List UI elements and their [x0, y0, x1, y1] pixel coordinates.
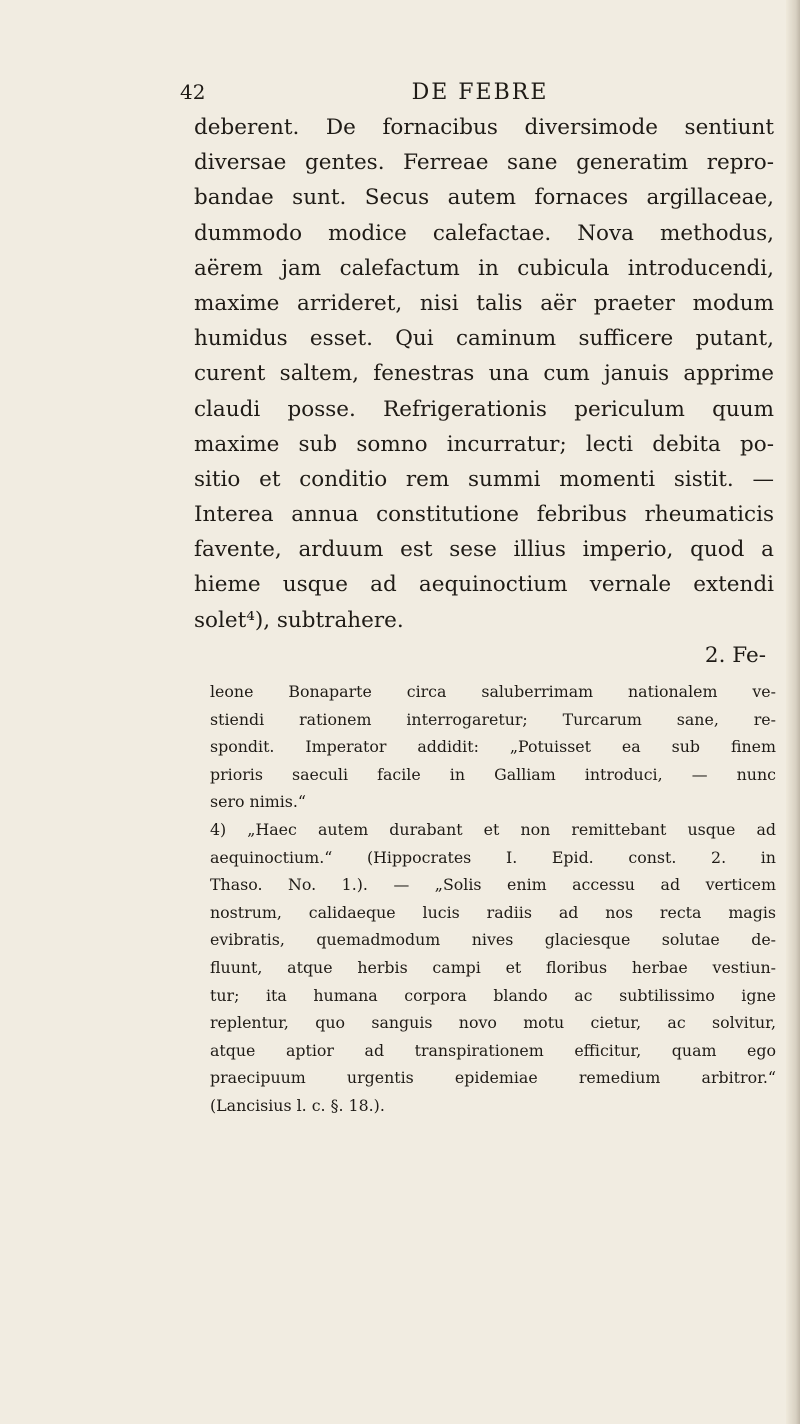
footnote-line: tur; ita humana corpora blando ac subtilissimo igne: [210, 985, 776, 1005]
text-line: humidus esset. Qui caminum sufficere putant,: [194, 326, 774, 352]
main-text: [194, 110, 774, 673]
footnote-line: stiendi rationem interrogaretur; Turcarum sane, re-: [210, 709, 776, 729]
footnote-line: aequinoctium.“ (Hippocrates I. Epid. const. 2. in: [210, 847, 776, 867]
footnote-line: atque aptior ad transpirationem efficitur, quam ego: [210, 1040, 776, 1060]
text-line: deberent. De fornacibus diversimode sentiunt: [194, 115, 774, 140]
page-edge: [786, 0, 800, 1424]
footnote-line: evibratis, quemadmodum nives glaciesque solutae de-: [210, 930, 776, 950]
footnote-line: fluunt, atque herbis campi et floribus herbae vestiun-: [210, 957, 776, 977]
text-line: bandae sunt. Secus autem fornaces argillaceae,: [194, 185, 774, 211]
text-line: maxime arrideret, nisi talis aër praeter modum: [194, 290, 774, 316]
footnote-line: (Lancisius l. c. §. 18.).: [210, 1095, 385, 1115]
text-line: curent saltem, fenestras una cum januis apprime: [194, 361, 774, 387]
text-line: aërem jam calefactum in cubicula introducendi,: [194, 255, 774, 281]
catchword: 2. Fe-: [704, 642, 766, 668]
text-line: Interea annua constitutione febribus rheumaticis: [194, 502, 774, 528]
text-line: dummodo modice calefactae. Nova methodus,: [194, 220, 774, 246]
footnote-line: spondit. Imperator addidit: „Potuisset ea sub finem: [210, 737, 776, 757]
text-line: favente, arduum est sese illius imperio, quod a: [194, 537, 774, 563]
text-line: hieme usque ad aequinoctium vernale extendi: [194, 572, 774, 598]
footnote-line: leone Bonaparte circa saluberrimam nationalem ve-: [210, 682, 776, 701]
footnote-line: Thaso. No. 1.). — „Solis enim accessu ad verticem: [210, 875, 776, 895]
footnote-line: sero nimis.“: [210, 792, 307, 812]
footnote-line: nostrum, calidaeque lucis radiis ad nos recta magis: [210, 902, 776, 922]
text-line: solet⁴), subtrahere.: [194, 607, 404, 633]
text-line: sitio et conditio rem summi momenti sistit. —: [194, 466, 774, 492]
footnote-line: 4) „Haec autem durabant et non remittebant usque ad: [210, 819, 776, 839]
footnote-line: praecipuum urgentis epidemiae remedium arbitror.“: [210, 1068, 776, 1088]
text-line: claudi posse. Refrigerationis periculum quum: [194, 396, 774, 422]
text-line: diversae gentes. Ferreae sane generatim repro-: [194, 150, 774, 176]
page-number: 42: [180, 80, 206, 104]
running-head: DE FEBRE: [411, 80, 549, 105]
footnotes: [210, 678, 776, 1120]
text-line: maxime sub somno incurratur; lecti debita po-: [194, 431, 774, 457]
footnote-line: prioris saeculi facile in Galliam introduci, — nunc: [210, 764, 776, 784]
page-header: [180, 80, 780, 114]
footnote-line: replentur, quo sanguis novo motu cietur, ac solvitur,: [210, 1013, 776, 1033]
